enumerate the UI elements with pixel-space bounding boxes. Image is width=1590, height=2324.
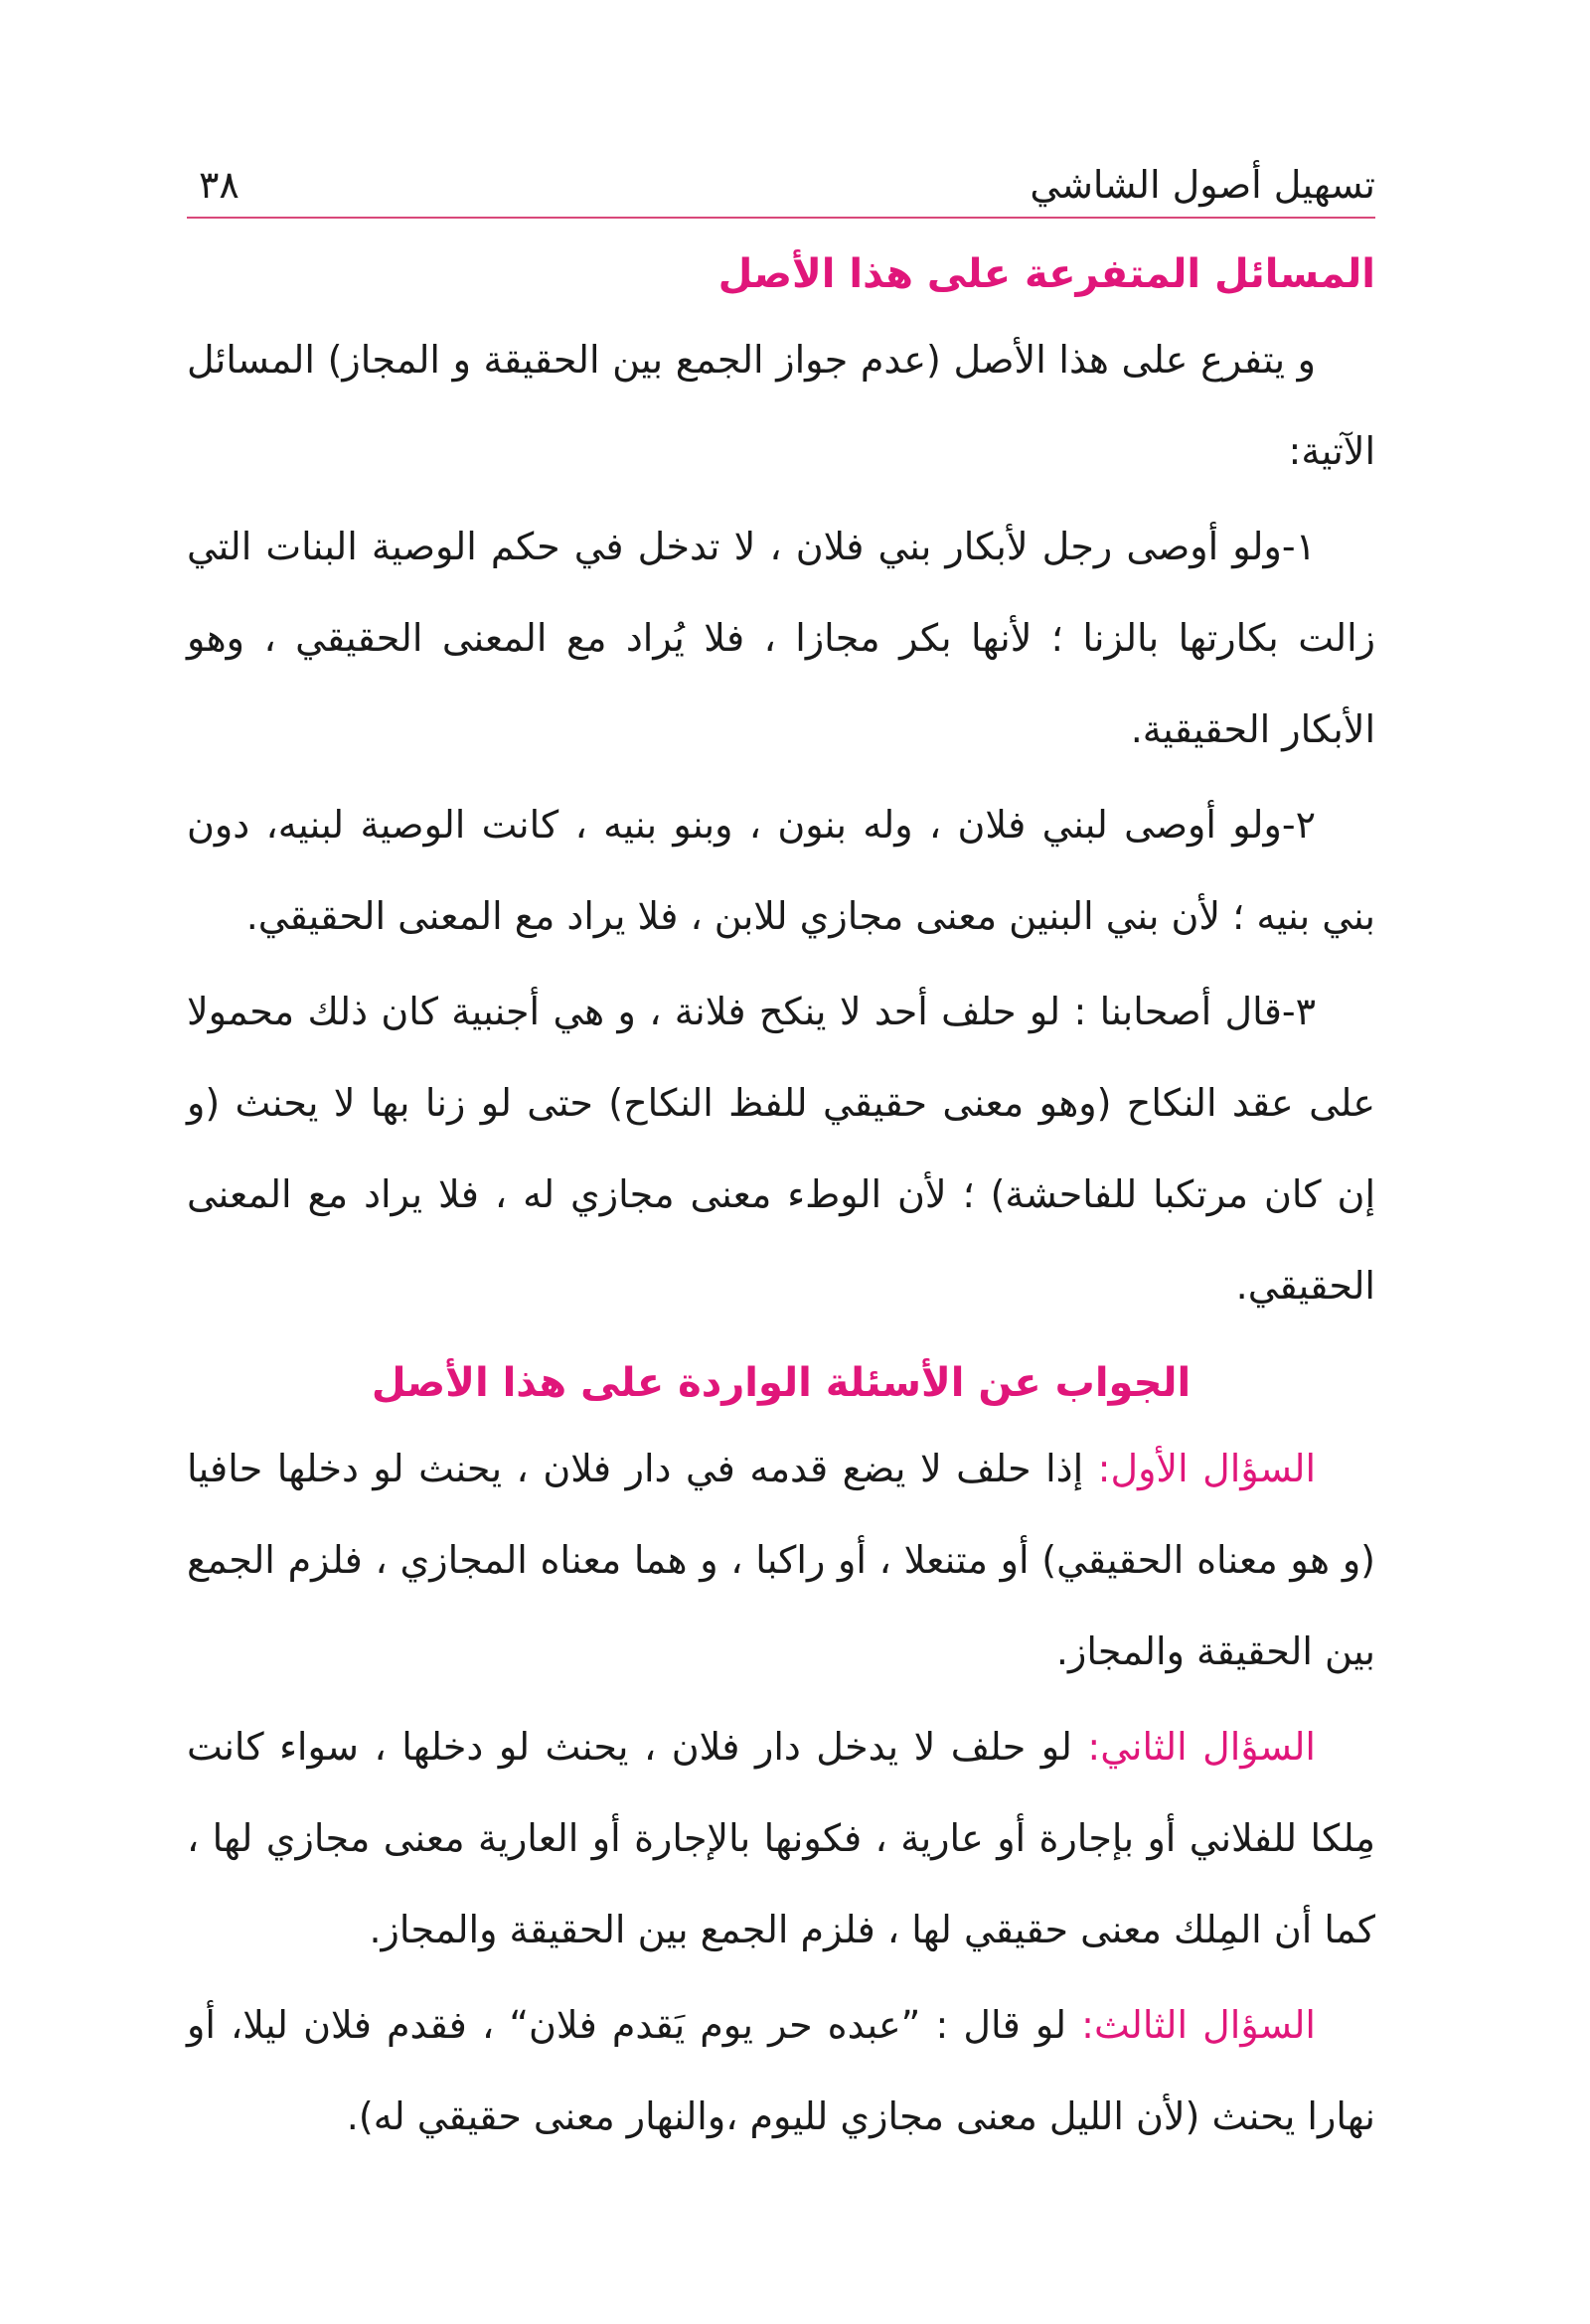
issue-item-3: ٣-قال أصحابنا : لو حلف أحد لا ينكح فلانة ، و هي أجنبية كان ذلك محمولا على عقد النكاح (وهو معنى حقيقي للفظ النكاح) حتى لو زنا بها لا يحنث (و إن كان مرتكبا للفاحشة) ؛ لأن الوطء معنى مجازي له ، فلا يراد مع المعنى الحقيقي.	[187, 990, 1375, 1308]
running-header	[187, 149, 1375, 211]
question-1	[187, 1423, 1375, 1697]
intro-paragraph: و يتفرع على هذا الأصل (عدم جواز الجمع بين الحقيقة و المجاز) المسائل الآتية:	[187, 338, 1375, 473]
section-heading-derived-issues: المسائل المتفرعة على هذا الأصل	[717, 251, 1375, 297]
page	[187, 0, 1375, 2324]
page-number: ٣٨	[199, 163, 239, 207]
question-3-text: لو قال : ”عبده حر يوم يَقدم فلان“ ، فقدم فلان ليلا، أو نهارا يحنث (لأن الليل معنى مجازي لليوم ،والنهار معنى حقيقي له).	[187, 2003, 1375, 2138]
question-3-label: السؤال الثالث:	[1081, 2003, 1316, 2047]
page-body	[187, 234, 1375, 2166]
issue-item-1: ١-ولو أوصى رجل لأبكار بني فلان ، لا تدخل في حكم الوصية البنات التي زالت بكارتها بالزنا ؛ لأنها بكر مجازا ، فلا يُراد مع المعنى الحقيقي ، وهو الأبكار الحقيقية.	[187, 525, 1375, 751]
question-2-label: السؤال الثاني:	[1087, 1725, 1316, 1769]
question-2	[187, 1701, 1375, 1975]
question-3	[187, 1979, 1375, 2162]
section-heading-answers: الجواب عن الأسئلة الواردة على هذا الأصل	[371, 1360, 1192, 1406]
question-1-text: إذا حلف لا يضع قدمه في دار فلان ، يحنث لو دخلها حافيا (و هو معناه الحقيقي) أو متنعلا ، أو راكبا ، و هما معناه المجازي ، فلزم الجمع بين الحقيقة والمجاز.	[187, 1447, 1375, 1673]
issue-item-2: ٢-ولو أوصى لبني فلان ، وله بنون ، وبنو بنيه ، كانت الوصية لبنيه، دون بني بنيه ؛ لأن بني البنين معنى مجازي للابن ، فلا يراد مع المعنى الحقيقي.	[187, 803, 1375, 938]
header-divider	[187, 217, 1375, 219]
book-title: تسهيل أصول الشاشي	[1030, 163, 1375, 207]
question-1-label: السؤال الأول:	[1097, 1447, 1317, 1490]
question-2-text: لو حلف لا يدخل دار فلان ، يحنث لو دخلها ، سواء كانت مِلكا للفلاني أو بإجارة أو عارية ، فكونها بالإجارة أو العارية معنى مجازي لها ، كما أن المِلك معنى حقيقي لها ، فلزم الجمع بين الحقيقة والمجاز.	[187, 1725, 1375, 1951]
